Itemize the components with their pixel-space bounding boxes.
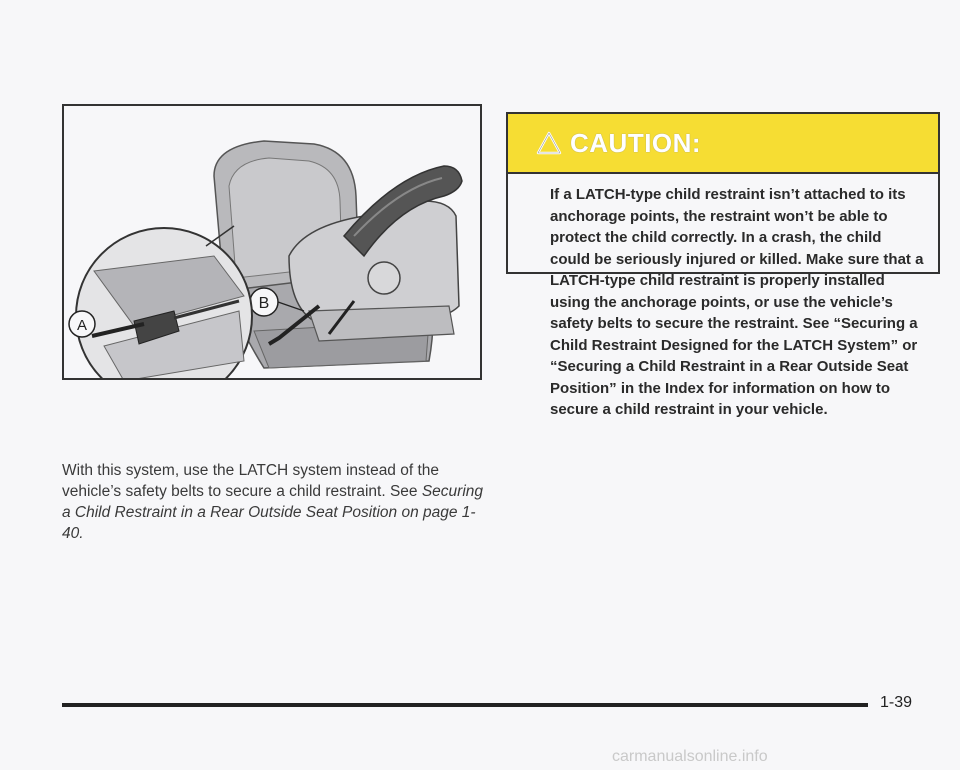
- caution-header: [508, 114, 938, 174]
- latch-diagram-svg: [64, 106, 480, 378]
- label-b: B: [258, 295, 270, 312]
- page-reference: Securing a Child Restraint in a Rear Outside Seat Position on page 1-40.: [62, 483, 484, 542]
- footer-rule: [62, 703, 868, 707]
- label-a: A: [76, 317, 88, 334]
- caution-text: If a LATCH-type child restraint isn’t attached to its anchorage points, the restraint won’t be able to protect the child correctly. In a crash, the child could be seriously injured or killed. Make sure that a LATCH-type child restraint is properly installed using the anchorage points, or use the vehicle’s safety belts to secure the restraint. See “Securing a Child Restraint Designed for the LATCH System” or “Securing a Child Restraint in a Rear Outside Seat Position” in the Index for information on how to secure a child restraint in your vehicle.: [550, 186, 924, 418]
- child-seat-illustration: [62, 104, 482, 380]
- watermark: carmanualsonline.info: [612, 748, 768, 765]
- caution-box: [506, 112, 940, 418]
- body-paragraph: [62, 460, 492, 544]
- page-number: 1-39: [880, 694, 913, 711]
- caution-title: CAUTION:: [570, 127, 702, 158]
- paragraph-text: With this system, use the LATCH system instead of the vehicle’s safety belts to secure a child restraint. See: [62, 462, 440, 500]
- warning-triangle-icon: [536, 131, 562, 155]
